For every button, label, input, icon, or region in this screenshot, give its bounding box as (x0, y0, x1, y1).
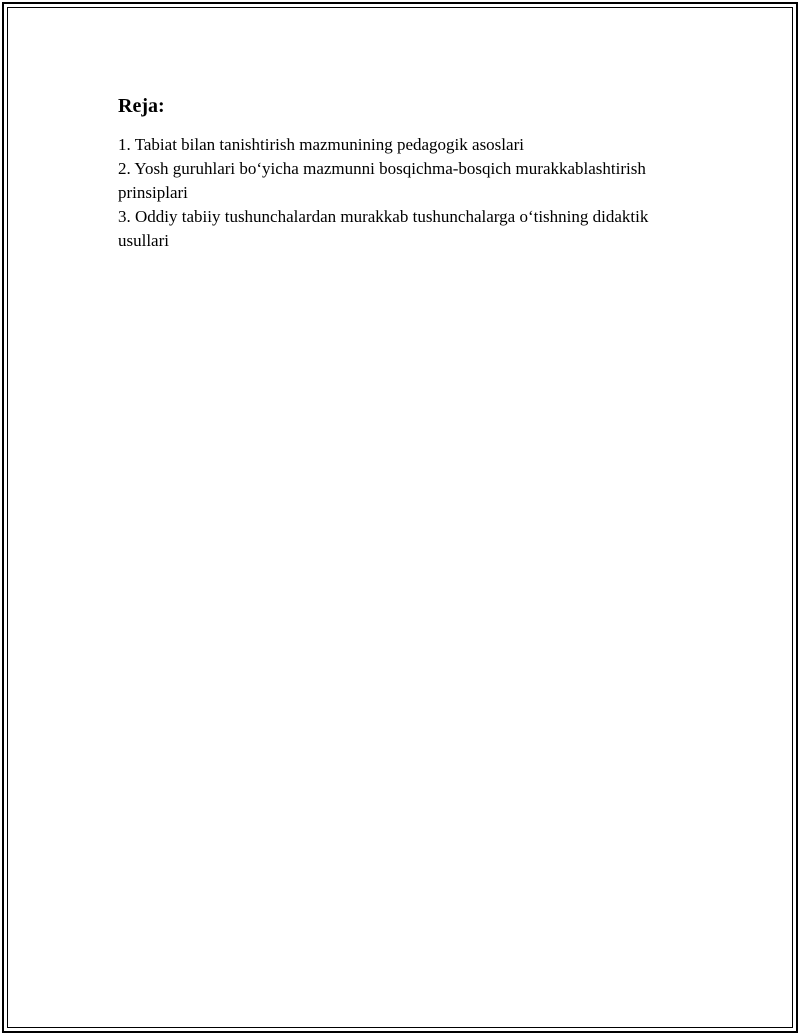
plan-item-2: 2. Yosh guruhlari bo‘yicha mazmunni bosqichma-bosqich murakkablashtirish prinsiplari (118, 159, 646, 202)
plan-item-1: 1. Tabiat bilan tanishtirish mazmunining pedagogik asoslari (118, 135, 524, 154)
plan-item-3: 3. Oddiy tabiiy tushunchalardan murakkab tushunchalarga o‘tishning didaktik usullari (118, 207, 649, 250)
plan-heading: Reja: (118, 95, 165, 117)
document-body (118, 94, 678, 253)
plan-list (118, 133, 678, 253)
